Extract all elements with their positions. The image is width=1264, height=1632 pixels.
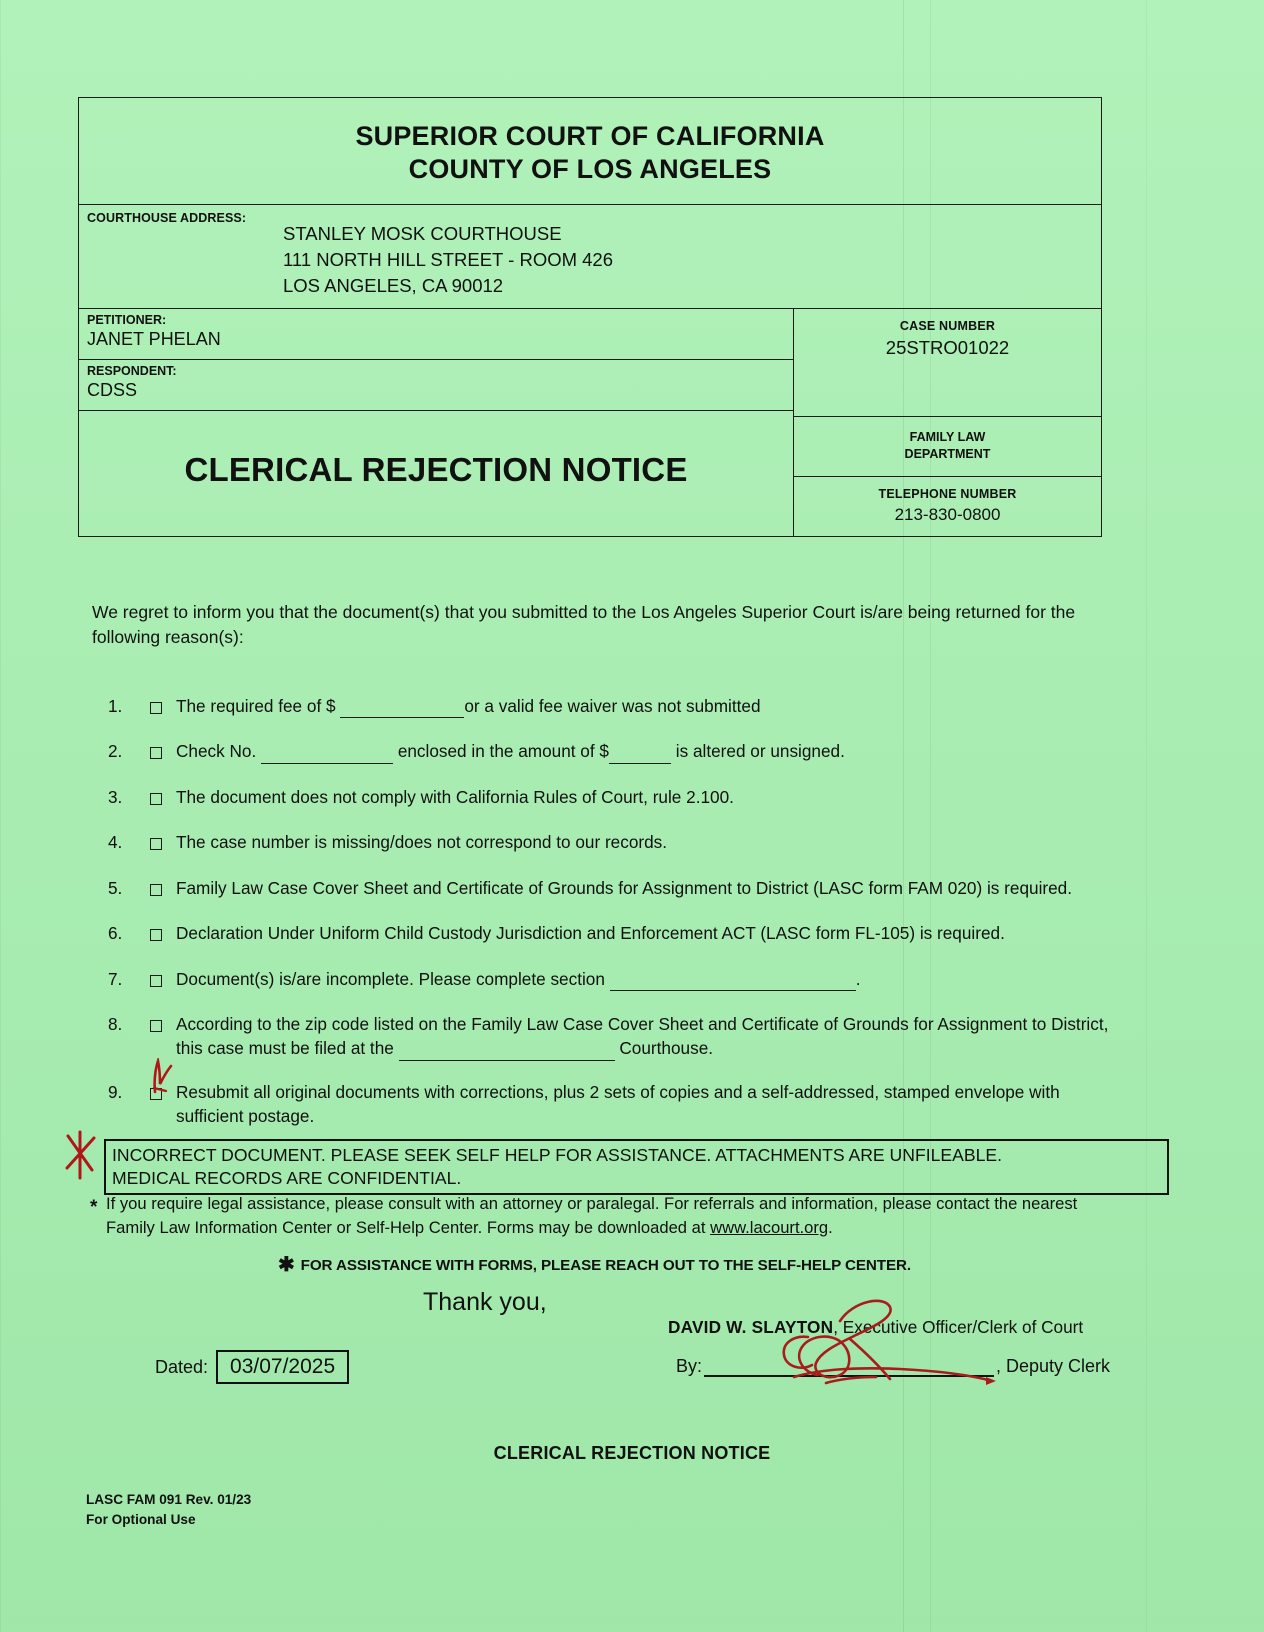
reason-text: Family Law Case Cover Sheet and Certificate of Grounds for Assignment to District (LASC form FAM 020) is required.: [176, 877, 1073, 898]
handwritten-signature-icon: [690, 1295, 1020, 1405]
court-heading: [79, 98, 1101, 205]
court-heading-line2: COUNTY OF LOS ANGELES: [408, 153, 772, 184]
clerk-of-court-line: [668, 1317, 1083, 1338]
dated-value: 03/07/2025: [216, 1350, 349, 1384]
self-help-assistance-note: [278, 1252, 911, 1277]
checkbox-reason-9[interactable]: [150, 1088, 162, 1100]
courthouse-city: LOS ANGELES, CA 90012: [283, 275, 504, 297]
telephone-cell: [794, 477, 1101, 536]
reason-checkbox-wrap[interactable]: [150, 876, 174, 902]
clerk-note-line-1: INCORRECT DOCUMENT. PLEASE SEEK SELF HELP FOR ASSISTANCE. ATTACHMENTS ARE UNFILEABLE.: [112, 1145, 1002, 1165]
reason-item-8: [108, 1012, 1128, 1061]
footer-form-meta: [86, 1490, 251, 1529]
reason-text-middle: enclosed in the amount of $: [397, 741, 609, 762]
footnote-text: If you require legal assistance, please consult with an attorney or paralegal. For referrals and information, please contact the nearest Family Law Information Center or Self-Help Center. Forms may be downloaded at: [106, 1194, 1078, 1238]
reason-number: 6.: [108, 923, 123, 944]
department-cell: [794, 417, 1101, 477]
reason-number: 2.: [108, 741, 123, 762]
reason-item-1: [108, 694, 1128, 720]
footer-form-id: LASC FAM 091 Rev. 01/23: [86, 1492, 252, 1507]
reason-number: 1.: [108, 696, 123, 716]
clerk-title: , Executive Officer/Clerk of Court: [833, 1317, 1084, 1337]
reason-text-before: According to the zip code listed on the Family Law Case Cover Sheet and Certificate of Grounds for Assignment to District, this case must be filed at the: [176, 1013, 1109, 1059]
caption-box: [78, 97, 1102, 537]
party-column: [79, 309, 794, 536]
case-number-label: CASE NUMBER: [899, 318, 996, 333]
dated-label: Dated:: [155, 1356, 209, 1377]
reason-item-6: [108, 921, 1128, 947]
reason-text: [174, 967, 1128, 991]
clerk-note-line-2: MEDICAL RECORDS ARE CONFIDENTIAL.: [112, 1167, 462, 1188]
reason-text-after: or a valid fee waiver was not submitted: [464, 696, 761, 716]
intro-paragraph: We regret to inform you that the document(s) that you submitted to the Los Angeles Superior Court is/are being returned for the following reason(s):: [92, 602, 1076, 647]
reason-item-2: [108, 739, 1128, 765]
courthouse-address-row: [79, 205, 1101, 309]
petitioner-label: PETITIONER:: [87, 312, 167, 327]
fill-in-blank-check-amount[interactable]: [609, 747, 671, 764]
reason-text: The document does not comply with California Rules of Court, rule 2.100.: [176, 786, 734, 807]
case-column: [794, 309, 1101, 536]
party-and-case-section: [79, 309, 1101, 536]
checkbox-reason-6[interactable]: [150, 929, 162, 941]
reason-item-3: [108, 785, 1128, 811]
petitioner-value: JANET PHELAN: [87, 328, 221, 349]
reason-item-9: [108, 1080, 1128, 1129]
checkbox-reason-4[interactable]: [150, 838, 162, 850]
legal-assistance-footnote: [90, 1192, 1090, 1240]
checkbox-reason-5[interactable]: [150, 884, 162, 896]
telephone-value: 213-830-0800: [894, 504, 1001, 524]
reason-number: 4.: [108, 832, 123, 853]
clerk-note-box: [104, 1139, 1169, 1195]
respondent-value: CDSS: [87, 379, 138, 400]
reason-checkbox-wrap[interactable]: [150, 739, 174, 765]
checkbox-reason-2[interactable]: [150, 747, 162, 759]
footnote-marker: *: [90, 1197, 98, 1218]
form-title-cell: [79, 411, 793, 530]
reason-text: [174, 694, 1128, 718]
courthouse-address-value: [279, 205, 613, 308]
reason-checkbox-wrap[interactable]: [150, 785, 174, 811]
respondent-block: [79, 360, 793, 411]
fill-in-blank-fee[interactable]: [340, 701, 464, 718]
reason-number: 3.: [108, 786, 123, 807]
department-label-line2: DEPARTMENT: [904, 446, 991, 461]
reason-text: Resubmit all original documents with corrections, plus 2 sets of copies and a self-addressed, stamped envelope with sufficient postage.: [176, 1081, 1060, 1127]
reason-checkbox-wrap[interactable]: [150, 1080, 174, 1106]
reason-text-after: Courthouse.: [619, 1038, 714, 1059]
assistance-note-text: FOR ASSISTANCE WITH FORMS, PLEASE REACH OUT TO THE SELF-HELP CENTER.: [300, 1257, 911, 1274]
deputy-clerk-signature-line: [676, 1355, 1110, 1377]
courthouse-street: 111 NORTH HILL STREET - ROOM 426: [283, 249, 614, 271]
dated-field: [155, 1350, 349, 1384]
by-label: By:: [676, 1356, 703, 1376]
reason-text-after: .: [855, 968, 861, 989]
thank-you-text: Thank you,: [423, 1288, 547, 1316]
lacourt-url-link[interactable]: www.lacourt.org: [710, 1218, 829, 1238]
reason-item-7: [108, 967, 1128, 993]
telephone-label: TELEPHONE NUMBER: [878, 486, 1017, 501]
deputy-clerk-label: , Deputy Clerk: [996, 1356, 1111, 1376]
reasons-list: [108, 694, 1128, 1148]
checkbox-reason-3[interactable]: [150, 793, 162, 805]
checkbox-reason-1[interactable]: [150, 702, 162, 714]
reason-item-5: [108, 876, 1128, 902]
case-number-cell: [794, 309, 1101, 417]
case-number-value: 25STRO01022: [885, 336, 1010, 358]
asterisk-icon: ✱: [278, 1254, 295, 1276]
courthouse-address-label: COURTHOUSE ADDRESS:: [87, 210, 247, 225]
reason-checkbox-wrap[interactable]: [150, 1012, 174, 1038]
fill-in-blank-check-number[interactable]: [261, 747, 393, 764]
signature-rule[interactable]: [704, 1355, 994, 1377]
reason-text: [174, 1012, 1128, 1061]
reason-text: Declaration Under Uniform Child Custody Jurisdiction and Enforcement ACT (LASC form FL-105) is required.: [176, 923, 1005, 944]
reason-number: 5.: [108, 877, 123, 898]
clerk-name: DAVID W. SLAYTON: [668, 1317, 834, 1337]
reason-checkbox-wrap[interactable]: [150, 967, 174, 993]
reason-checkbox-wrap[interactable]: [150, 694, 174, 720]
scan-artifact-line: [1146, 0, 1147, 1632]
footnote-url-period: .: [828, 1218, 833, 1238]
footnote-body: [90, 1192, 1090, 1240]
checkbox-reason-8[interactable]: [150, 1020, 162, 1032]
reason-text: The case number is missing/does not correspond to our records.: [176, 832, 668, 853]
department-label-line1: FAMILY LAW: [909, 429, 986, 444]
checkbox-reason-7[interactable]: [150, 975, 162, 987]
reason-number: 8.: [108, 1013, 123, 1034]
fill-in-blank-courthouse[interactable]: [399, 1044, 615, 1061]
respondent-label: RESPONDENT:: [87, 363, 177, 378]
footer-optional-use: For Optional Use: [86, 1511, 196, 1527]
courthouse-name: STANLEY MOSK COURTHOUSE: [283, 222, 562, 244]
reason-text: [174, 739, 1128, 763]
reason-text-before: Document(s) is/are incomplete. Please complete section: [176, 968, 605, 989]
reason-text-before: Check No.: [176, 741, 257, 762]
reason-checkbox-wrap[interactable]: [150, 830, 174, 856]
petitioner-block: [79, 309, 793, 360]
court-heading-line1: SUPERIOR COURT OF CALIFORNIA: [355, 121, 825, 151]
reason-number: 9.: [108, 1081, 123, 1102]
handwritten-star-annotation-icon: [58, 1126, 106, 1184]
footer-form-title: CLERICAL REJECTION NOTICE: [493, 1443, 771, 1463]
reason-checkbox-wrap[interactable]: [150, 921, 174, 947]
reason-text-after: is altered or unsigned.: [675, 741, 845, 762]
fill-in-blank-section[interactable]: [610, 974, 856, 991]
form-title: CLERICAL REJECTION NOTICE: [184, 451, 688, 489]
reason-text-before: The required fee of $: [176, 696, 336, 716]
reason-item-4: [108, 830, 1128, 856]
reason-number: 7.: [108, 968, 123, 989]
